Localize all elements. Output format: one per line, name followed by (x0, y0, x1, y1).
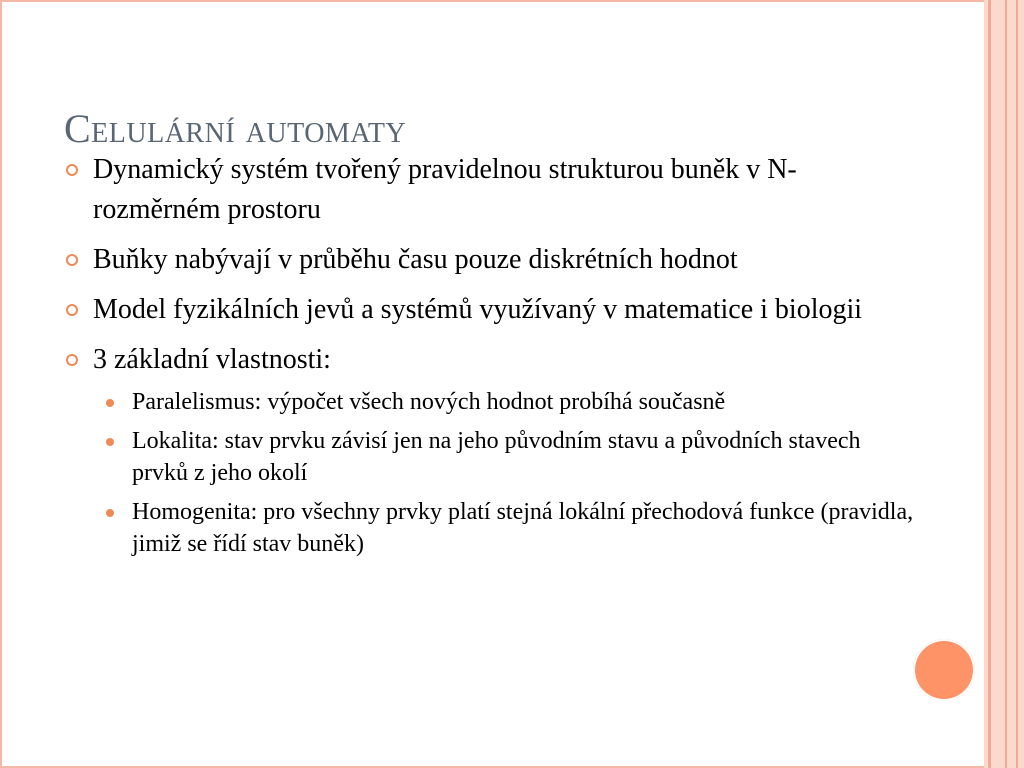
ring-bullet-icon (66, 164, 78, 176)
ring-bullet-icon (66, 354, 78, 366)
decorative-circle (913, 639, 975, 701)
ring-bullet-icon (66, 254, 78, 266)
bullet-item (64, 290, 914, 330)
sub-bullet-item (102, 386, 914, 418)
sub-bullet-item (102, 425, 914, 489)
bullet-text: Dynamický systém tvořený pravidelnou strukturou buněk v N-rozměrném prostoru (93, 154, 797, 225)
sub-bullet-list (102, 386, 914, 560)
bullet-text: 3 základní vlastnosti: (93, 344, 331, 375)
bullet-item (64, 240, 914, 280)
slide-title: Celulární automaty (64, 106, 407, 151)
dot-bullet-icon (106, 438, 114, 446)
bullet-text: Model fyzikálních jevů a systémů využívaný v matematice i biologii (93, 294, 863, 325)
right-decor-line (1005, 0, 1007, 768)
sub-bullet-text: Lokalita: stav prvku závisí jen na jeho původním stavu a původních stavech prvků z jeho okolí (132, 428, 861, 486)
dot-bullet-icon (106, 399, 114, 407)
bullet-item (64, 340, 914, 380)
bullet-text: Buňky nabývají v průběhu času pouze diskrétních hodnot (93, 244, 738, 275)
bullet-item (64, 150, 914, 230)
sub-bullet-text: Homogenita: pro všechny prvky platí stejná lokální přechodová funkce (pravidla, jimiž se řídí stav buněk) (132, 499, 914, 557)
dot-bullet-icon (106, 509, 114, 517)
sub-bullet-text: Paralelismus: výpočet všech nových hodnot probíhá současně (132, 389, 726, 415)
ring-bullet-icon (66, 304, 78, 316)
right-decor-line (988, 0, 991, 768)
slide-content (64, 150, 914, 567)
right-decor-line (1016, 0, 1018, 768)
sub-bullet-item (102, 496, 914, 560)
